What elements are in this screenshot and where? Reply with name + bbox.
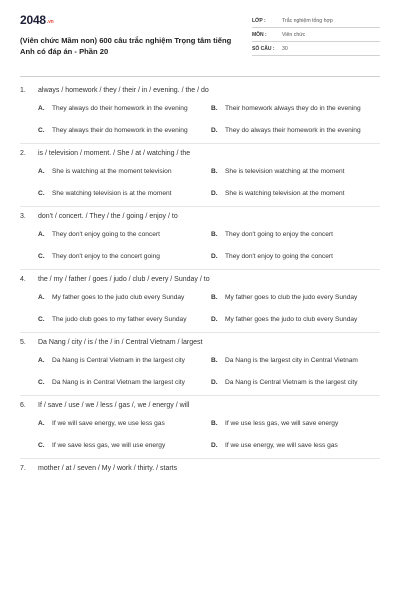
option-text: Their homework always they do in the evening xyxy=(225,105,361,113)
option-letter: B. xyxy=(211,356,218,364)
question-number: 6. xyxy=(20,402,26,410)
question-5 xyxy=(20,333,380,396)
option-letter: D. xyxy=(211,378,218,386)
option-text: If we will save energy, we use less gas xyxy=(52,420,165,428)
option-text: Da Nang is Central Vietnam is the largest city xyxy=(225,379,358,387)
option-text: They always do their homework in the evening xyxy=(52,105,188,113)
option-letter: B. xyxy=(211,293,218,301)
option-text: She is watching at the moment television xyxy=(52,168,172,176)
question-number: 7. xyxy=(20,465,26,473)
option-text: If we use energy, we will save less gas xyxy=(225,442,338,450)
question-text: the / my / father / goes / judo / club / every / Sunday / to xyxy=(38,276,210,284)
option-text: If we use less gas, we will save energy xyxy=(225,420,339,428)
option-a[interactable] xyxy=(38,290,211,306)
option-text: She watching television is at the moment xyxy=(52,190,172,198)
option-c[interactable] xyxy=(38,438,211,454)
option-letter: C. xyxy=(38,126,45,134)
option-b[interactable] xyxy=(211,353,384,369)
question-prompt xyxy=(20,337,380,349)
question-1 xyxy=(20,81,380,144)
question-text: Da Nang / city / is / the / in / Central Vietnam / largest xyxy=(38,339,203,347)
option-text: If we save less gas, we will use energy xyxy=(52,442,166,450)
option-text: They don't going to enjoy the concert xyxy=(225,231,333,239)
question-number: 4. xyxy=(20,276,26,284)
option-letter: C. xyxy=(38,252,45,260)
option-d[interactable] xyxy=(211,438,384,454)
meta-row-subject xyxy=(252,28,380,42)
document-header xyxy=(20,12,380,68)
meta-label: SỐ CÂU : xyxy=(252,46,275,53)
meta-info xyxy=(252,14,380,56)
option-letter: C. xyxy=(38,315,45,323)
option-a[interactable] xyxy=(38,416,211,432)
question-2 xyxy=(20,144,380,207)
option-b[interactable] xyxy=(211,101,384,117)
question-text: mother / at / seven / My / work / thirty. / starts xyxy=(38,465,178,473)
option-text: They always their do homework in the evening xyxy=(52,127,188,135)
option-letter: A. xyxy=(38,230,45,238)
option-d[interactable] xyxy=(211,375,384,391)
option-letter: C. xyxy=(38,378,45,386)
option-letter: D. xyxy=(211,441,218,449)
question-text: is / television / moment. / She / at / watching / the xyxy=(38,150,191,158)
option-b[interactable] xyxy=(211,164,384,180)
option-text: Da Nang is Central Vietnam in the largest city xyxy=(52,357,185,365)
question-text: always / homework / they / their / in / evening. / the / do xyxy=(38,87,209,95)
question-number: 1. xyxy=(20,87,26,95)
option-text: The judo club goes to my father every Sunday xyxy=(52,316,187,324)
answer-options xyxy=(20,164,380,202)
option-a[interactable] xyxy=(38,101,211,117)
option-d[interactable] xyxy=(211,312,384,328)
option-letter: D. xyxy=(211,126,218,134)
option-c[interactable] xyxy=(38,186,211,202)
option-letter: C. xyxy=(38,441,45,449)
answer-options xyxy=(20,101,380,139)
option-c[interactable] xyxy=(38,123,211,139)
option-text: She is television watching at the moment xyxy=(225,168,345,176)
option-b[interactable] xyxy=(211,416,384,432)
option-text: Da Nang is the largest city in Central Vietnam xyxy=(225,357,358,365)
site-logo[interactable] xyxy=(20,12,235,28)
question-prompt xyxy=(20,211,380,223)
question-number: 3. xyxy=(20,213,26,221)
meta-value: Trắc nghiệm tổng hợp xyxy=(282,17,333,24)
option-letter: C. xyxy=(38,189,45,197)
question-number: 5. xyxy=(20,339,26,347)
logo-suffix: .vn xyxy=(46,19,54,25)
option-text: My father goes to club the judo every Sunday xyxy=(225,294,358,302)
question-4 xyxy=(20,270,380,333)
option-letter: B. xyxy=(211,230,218,238)
option-letter: A. xyxy=(38,293,45,301)
meta-row-class xyxy=(252,14,380,28)
option-letter: A. xyxy=(38,104,45,112)
option-d[interactable] xyxy=(211,123,384,139)
option-a[interactable] xyxy=(38,164,211,180)
question-6 xyxy=(20,396,380,459)
option-text: My father goes the judo to club every Sunday xyxy=(225,316,358,324)
question-3 xyxy=(20,207,380,270)
answer-options xyxy=(20,416,380,454)
option-letter: A. xyxy=(38,167,45,175)
answer-options xyxy=(20,290,380,328)
meta-value: Viên chức xyxy=(282,31,306,38)
question-text: don't / concert. / They / the / going / enjoy / to xyxy=(38,213,178,221)
option-c[interactable] xyxy=(38,312,211,328)
header-left xyxy=(20,12,235,57)
option-a[interactable] xyxy=(38,353,211,369)
option-text: They don't enjoy going to the concert xyxy=(52,231,160,239)
meta-row-count xyxy=(252,42,380,56)
option-text: My father goes to the judo club every Sunday xyxy=(52,294,185,302)
question-number: 2. xyxy=(20,150,26,158)
option-d[interactable] xyxy=(211,186,384,202)
option-letter: D. xyxy=(211,252,218,260)
option-c[interactable] xyxy=(38,249,211,265)
meta-value: 30 xyxy=(282,45,288,52)
option-letter: B. xyxy=(211,167,218,175)
option-b[interactable] xyxy=(211,290,384,306)
logo-text: 2048 xyxy=(20,13,46,27)
question-text: If / save / use / we / less / gas /, we / energy / will xyxy=(38,402,190,410)
option-letter: D. xyxy=(211,315,218,323)
question-prompt xyxy=(20,400,380,412)
question-7 xyxy=(20,459,380,479)
meta-label: MÔN : xyxy=(252,32,267,39)
option-text: She is watching television at the moment xyxy=(225,190,345,198)
option-text: Da Nang is in Central Vietnam the largest city xyxy=(52,379,185,387)
option-letter: A. xyxy=(38,419,45,427)
question-prompt xyxy=(20,85,380,97)
question-prompt xyxy=(20,148,380,160)
option-text: They don't enjoy to going the concert xyxy=(225,253,333,261)
option-letter: B. xyxy=(211,104,218,112)
document-title: (Viên chức Mầm non) 600 câu trắc nghiệm Trọng tâm tiếng Anh có đáp án - Phần 20 xyxy=(20,36,232,56)
option-d[interactable] xyxy=(211,249,384,265)
option-text: They do always their homework in the evening xyxy=(225,127,361,135)
option-text: They don't enjoy to the concert going xyxy=(52,253,160,261)
option-letter: A. xyxy=(38,356,45,364)
option-letter: D. xyxy=(211,189,218,197)
question-list xyxy=(20,77,380,479)
option-a[interactable] xyxy=(38,227,211,243)
option-c[interactable] xyxy=(38,375,211,391)
question-prompt xyxy=(20,463,380,475)
meta-label: LỚP : xyxy=(252,18,266,25)
answer-options xyxy=(20,353,380,391)
option-letter: B. xyxy=(211,419,218,427)
option-b[interactable] xyxy=(211,227,384,243)
question-prompt xyxy=(20,274,380,286)
answer-options xyxy=(20,227,380,265)
